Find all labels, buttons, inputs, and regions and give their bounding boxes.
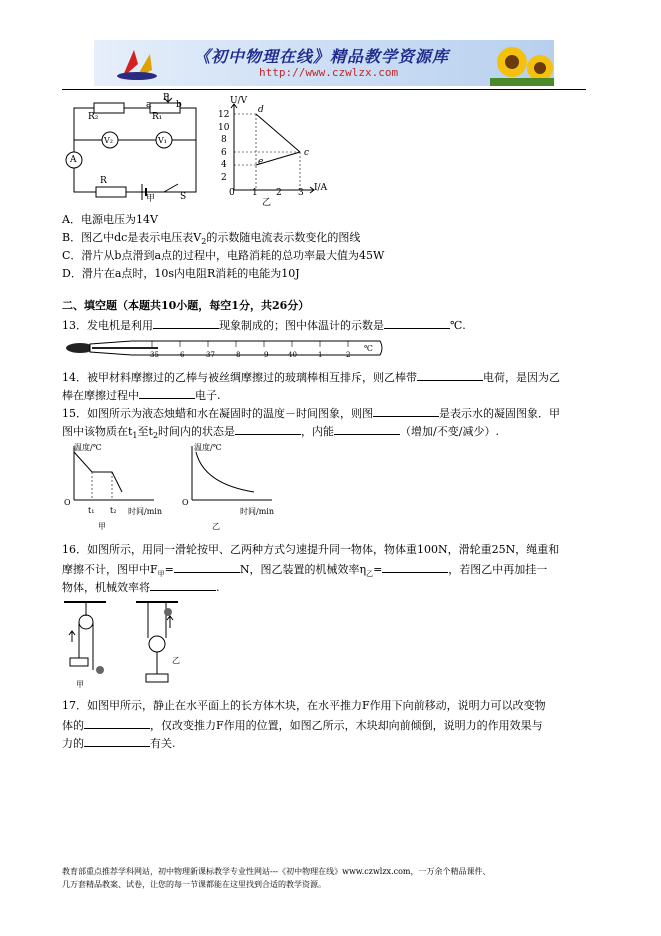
ytick-4: 4 xyxy=(221,160,227,170)
q13-text: 13．发电机是利用 现象制成的；图中体温计的示数是 ℃. xyxy=(62,319,466,332)
q15-blank-2[interactable] xyxy=(235,423,301,435)
q17-line-3: 力的 有关. xyxy=(62,737,176,750)
point-c: c xyxy=(304,148,310,158)
thermo-tick-35: 35 xyxy=(150,351,159,359)
ytick-12: 12 xyxy=(218,110,230,120)
q14-line-2: 棒在摩擦过程中 电子. xyxy=(62,389,221,402)
logo-icon xyxy=(114,44,160,82)
q14-blank-2[interactable] xyxy=(139,387,195,399)
q14-blank-1[interactable] xyxy=(417,369,483,381)
q12-option-c: C．滑片从b点滑到a点的过程中，电路消耗的总功率最大值为45W xyxy=(62,249,385,262)
caption-graph: 乙 xyxy=(262,198,272,208)
graph-b-origin: O xyxy=(182,498,189,507)
q17-blank-1[interactable] xyxy=(84,717,150,729)
section-title: 二、填空题（本题共10小题，每空1分，共26分） xyxy=(62,299,310,312)
xtick-3: 3 xyxy=(298,188,304,198)
caption-circuit: 甲 xyxy=(146,194,156,204)
thermo-unit: ℃ xyxy=(364,344,373,353)
q15-line-1: 15．如图所示为液态烛蜡和水在凝固时的温度－时间图象，则图 是表示水的凝固图象．甲 xyxy=(62,407,560,420)
graph-b-caption: 乙 xyxy=(212,522,220,531)
label-p: P xyxy=(163,93,170,103)
q12-option-d: D．滑片在a点时，10s内电阻R消耗的电能为10J xyxy=(62,267,300,280)
thermo-tick-40: 40 xyxy=(288,351,297,359)
thermo-tick-8: 8 xyxy=(236,351,241,359)
q14-line-1: 14．被甲材料摩擦过的乙棒与被丝绸摩擦过的玻璃棒相互排斥，则乙棒带 电荷，是因为乙 xyxy=(62,371,560,384)
point-d: d xyxy=(258,105,264,115)
q16-line-1: 16．如图所示，用同一滑轮按甲、乙两种方式匀速提升同一物体，物体重100N，滑轮重25N，绳重和 xyxy=(62,543,560,556)
label-a-point: a xyxy=(146,100,152,110)
graph-ylabel: U/V xyxy=(230,96,248,106)
sunflower-icon xyxy=(490,40,554,86)
pulley-diagrams xyxy=(62,598,192,690)
circuit-diagram xyxy=(60,92,210,204)
q16-line-3: 物体，机械效率将 . xyxy=(62,581,220,594)
xtick-0: 0 xyxy=(229,188,235,198)
label-r: R xyxy=(100,176,107,186)
pulley-caption-a: 甲 xyxy=(76,680,84,689)
label-r1: R₁ xyxy=(152,112,163,122)
graph-b-xlabel: 时间/min xyxy=(240,507,274,516)
q16-blank-2[interactable] xyxy=(382,561,448,573)
label-r2: R₂ xyxy=(88,112,99,122)
label-s: S xyxy=(180,192,187,202)
q15-blank-3[interactable] xyxy=(334,423,400,435)
thermo-tick-6: 6 xyxy=(180,351,185,359)
q16-blank-3[interactable] xyxy=(150,579,216,591)
graph-a-t1: t₁ xyxy=(88,506,95,515)
q13-blank-2[interactable] xyxy=(384,317,450,329)
q12-option-b: B．图乙中dc是表示电压表$V_2$的示数随电流表示数变化的图线 xyxy=(62,231,361,247)
label-v2: V₂ xyxy=(104,136,113,145)
label-v1: V₁ xyxy=(158,136,167,145)
thermo-tick-1: 1 xyxy=(318,351,323,359)
graph-a-ylabel: 温度/℃ xyxy=(74,443,102,452)
graph-a-caption: 甲 xyxy=(98,522,106,531)
banner-url: http://www.czwlzx.com xyxy=(259,66,399,79)
xtick-2: 2 xyxy=(276,188,282,198)
graph-a-xlabel: 时间/min xyxy=(128,507,162,516)
label-b: b xyxy=(176,100,182,110)
ytick-2: 2 xyxy=(221,173,227,183)
thermo-tick-2: 2 xyxy=(346,351,351,359)
banner-title: 《初中物理在线》精品教学资源库 xyxy=(194,47,450,66)
graph-a-t2: t₂ xyxy=(110,506,117,515)
footer-line-2: 几万套精品教案、试卷，让您的每一节课都能在这里找到合适的教学资源。 xyxy=(62,880,326,889)
q13-blank-1[interactable] xyxy=(153,317,219,329)
footer-line-1: 教育部重点推荐学科网站，初中物理新课标教学专业性网站---《初中物理在线》www.czwlzx.com，一万余个精品课件、 xyxy=(62,867,491,876)
ytick-6: 6 xyxy=(221,148,227,158)
ytick-8: 8 xyxy=(221,135,227,145)
xtick-1: 1 xyxy=(252,188,258,198)
q17-line-1: 17．如图甲所示，静止在水平面上的长方体木块，在水平推力F作用下向前移动，说明力可以改变物 xyxy=(62,699,546,712)
point-e: e xyxy=(258,157,264,167)
graph-a-origin: O xyxy=(64,498,71,507)
label-ammeter: A xyxy=(70,155,77,165)
pulley-caption-b: 乙 xyxy=(172,656,180,665)
header-banner xyxy=(94,40,554,86)
q16-blank-1[interactable] xyxy=(174,561,240,573)
q15-line-2: 图中该物质在$t_1$至$t_2$时间内的状态是 ，内能 （增加/不变/减少）. xyxy=(62,425,499,441)
q16-line-2: 摩擦不计，图甲中$F_甲= N$，图乙装置的机械效率$\eta_乙=$ ，若图乙中再加挂一 xyxy=(62,563,548,579)
q17-line-2: 体的 ，仅改变推力F作用的位置，如图乙所示，木块却向前倾倒，说明力的作用效果与 xyxy=(62,719,543,732)
graph-b-ylabel: 温度/℃ xyxy=(194,443,222,452)
q15-blank-1[interactable] xyxy=(373,405,439,417)
header-divider xyxy=(62,89,586,90)
thermometer-image xyxy=(62,337,384,359)
graph-xlabel: I/A xyxy=(314,183,328,193)
q17-blank-2[interactable] xyxy=(84,735,150,747)
ytick-10: 10 xyxy=(218,123,230,133)
thermo-tick-37: 37 xyxy=(206,351,215,359)
thermo-tick-9: 9 xyxy=(264,351,269,359)
q12-option-a: A．电源电压为14V xyxy=(62,213,158,226)
